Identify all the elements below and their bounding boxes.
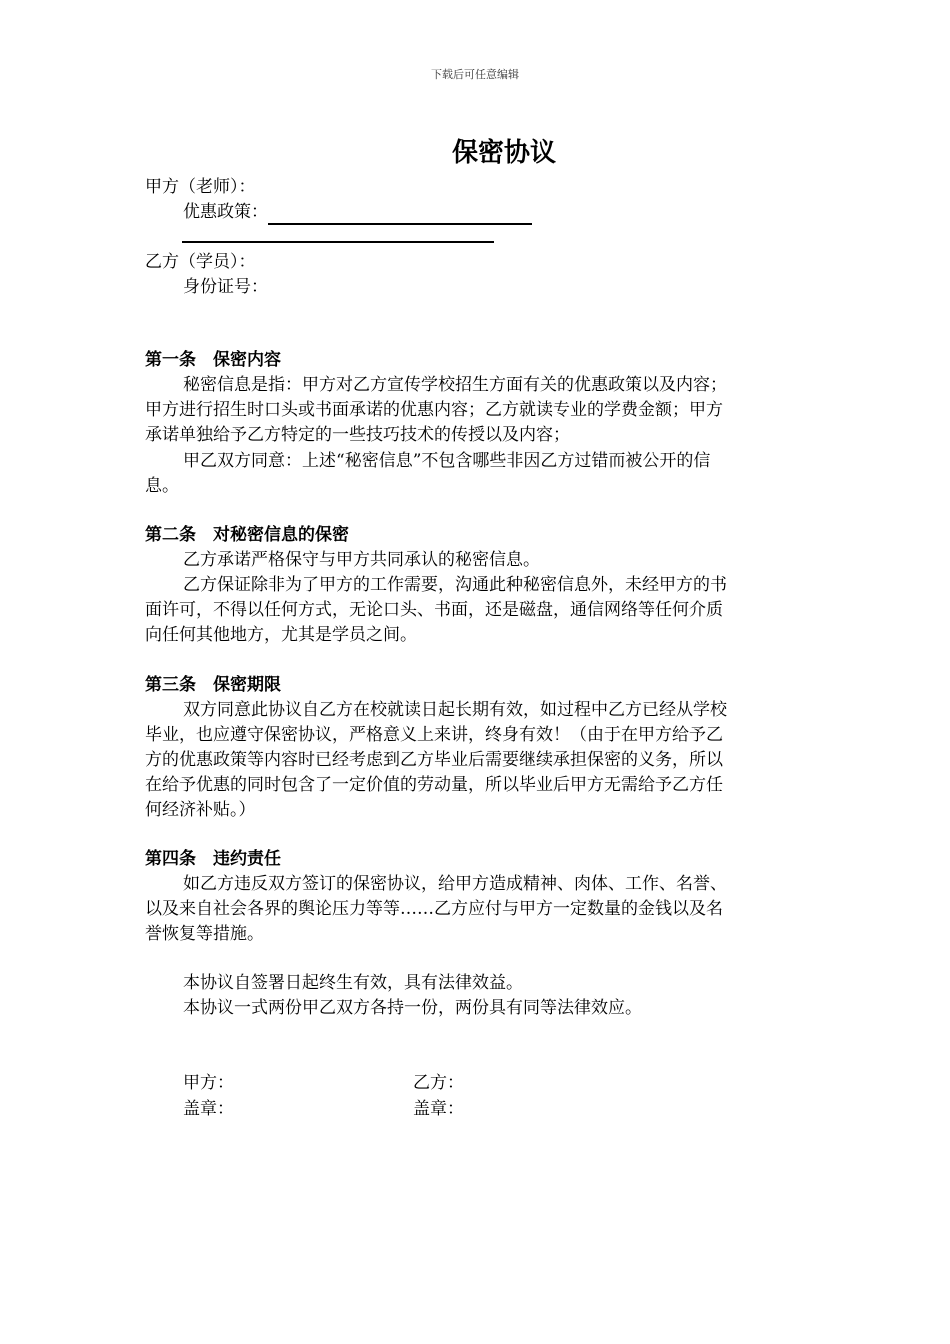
article-3-paragraph-line: 双方同意此协议自乙方在校就读日起长期有效，如过程中乙方已经从学校 [183,700,727,720]
article-1-paragraph-line: 甲方进行招生时口头或书面承诺的优惠内容；乙方就读专业的学费金额；甲方 [145,400,723,420]
discount-policy-line [183,200,532,225]
article-4-heading: 第四条 违约责任 [145,849,281,869]
discount-policy-blank [268,203,532,225]
seal-party-b-label: 盖章： [413,1099,464,1119]
signature-party-a-label: 甲方： [183,1073,234,1093]
article-3-heading: 第三条 保密期限 [145,675,281,695]
article-3-paragraph-line: 在给予优惠的同时包含了一定价值的劳动量，所以毕业后甲方无需给予乙方任 [145,775,723,795]
article-4-paragraph-line: 誉恢复等措施。 [145,924,264,944]
article-2-paragraph-line: 向任何其他地方，尤其是学员之间。 [145,625,417,645]
discount-policy-continuation-blank [182,241,494,243]
article-1-paragraph-line: 甲乙双方同意：上述“秘密信息”不包含哪些非因乙方过错而被公开的信 [183,451,711,471]
article-2-heading: 第二条 对秘密信息的保密 [145,525,349,545]
party-b-label: 乙方（学员）： [145,252,256,272]
article-4-paragraph-line: 如乙方违反双方签订的保密协议，给甲方造成精神、肉体、工作、名誉、 [183,874,727,894]
article-1-heading: 第一条 保密内容 [145,350,281,370]
article-3-paragraph-line: 方的优惠政策等内容时已经考虑到乙方毕业后需要继续承担保密的义务，所以 [145,750,723,770]
article-4-paragraph-line: 以及来自社会各界的舆论压力等等……乙方应付与甲方一定数量的金钱以及名 [145,899,723,919]
seal-party-a-label: 盖章： [183,1099,234,1119]
header-note: 下载后可任意编辑 [431,68,519,81]
article-3-paragraph-line: 毕业，也应遵守保密协议，严格意义上来讲，终身有效！（由于在甲方给予乙 [145,725,723,745]
article-2-paragraph-line: 乙方保证除非为了甲方的工作需要，沟通此种秘密信息外，未经甲方的书 [183,575,727,595]
closing-clause: 本协议一式两份甲乙双方各持一份，两份具有同等法律效应。 [183,998,642,1018]
article-1-paragraph-line: 秘密信息是指：甲方对乙方宣传学校招生方面有关的优惠政策以及内容； [183,375,727,395]
article-2-paragraph-line: 面许可，不得以任何方式，无论口头、书面，还是磁盘，通信网络等任何介质 [145,600,723,620]
document-title: 保密协议 [451,138,556,168]
closing-clause: 本协议自签署日起终生有效，具有法律效益。 [183,973,523,993]
id-number-label: 身份证号： [183,277,268,297]
signature-party-b-label: 乙方： [413,1073,464,1093]
article-3-paragraph-line: 何经济补贴。） [145,800,256,820]
party-a-label: 甲方（老师）： [145,177,256,197]
article-1-paragraph-line: 息。 [145,476,179,496]
article-2-paragraph-line: 乙方承诺严格保守与甲方共同承认的秘密信息。 [183,550,540,570]
article-1-paragraph-line: 承诺单独给予乙方特定的一些技巧技术的传授以及内容； [145,425,570,445]
discount-policy-label: 优惠政策： [183,202,268,222]
